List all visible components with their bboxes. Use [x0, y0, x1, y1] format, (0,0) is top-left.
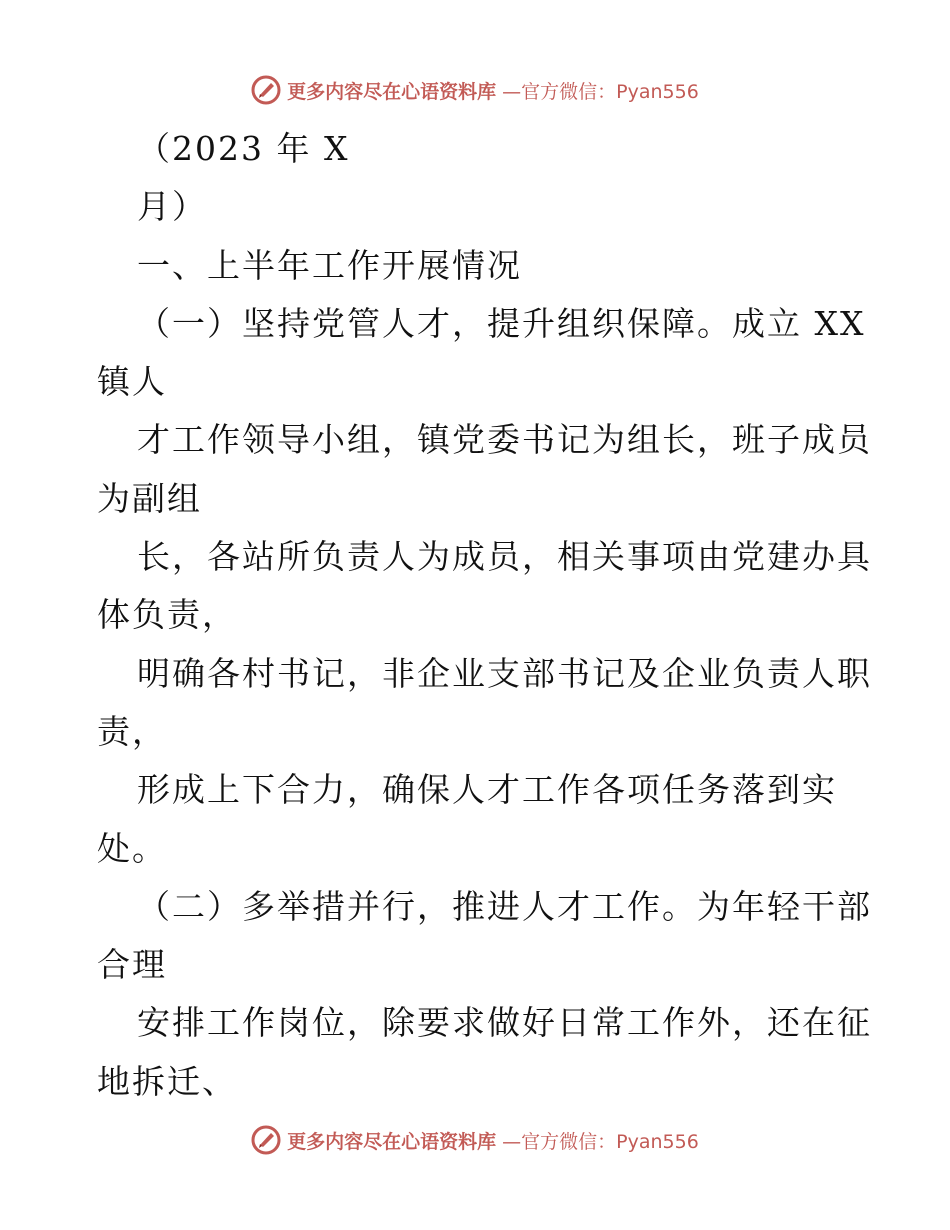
text-line: 月）	[137, 187, 207, 227]
text-line: 长，各站所负责人为成员，相关事项由党建办具	[137, 537, 872, 577]
footer-watermark	[0, 1120, 950, 1160]
text-line: 处。	[97, 828, 167, 868]
text-line: 体负责，	[97, 595, 237, 635]
text-line: 责，	[97, 711, 167, 751]
text-line: （一）坚持党管人才，提升组织保障。成立 XX	[137, 303, 866, 343]
watermark-text: 更多内容尽在心语资料库	[287, 80, 497, 103]
brand-logo-icon	[251, 1125, 281, 1155]
text-line: （2023 年 X	[137, 129, 350, 168]
text-line: 合理	[97, 945, 167, 985]
watermark-contact: —官方微信：Pyan556	[502, 80, 699, 103]
header-watermark	[0, 70, 950, 110]
text-line: 为副组	[97, 478, 202, 518]
brand-logo-icon	[251, 75, 281, 105]
section-heading: 一、上半年工作开展情况	[137, 245, 522, 285]
watermark-contact: —官方微信：Pyan556	[502, 1130, 699, 1153]
text-line: 镇人	[97, 362, 167, 402]
text-line: 明确各村书记，非企业支部书记及企业负责人职	[137, 653, 872, 693]
watermark-text: 更多内容尽在心语资料库	[287, 1130, 497, 1153]
document-body	[97, 120, 872, 1111]
text-line: （二）多举措并行，推进人才工作。为年轻干部	[137, 886, 872, 926]
text-line: 安排工作岗位，除要求做好日常工作外，还在征	[137, 1003, 872, 1043]
text-line: 地拆迁、	[97, 1061, 237, 1101]
text-line: 才工作领导小组，镇党委书记为组长，班子成员	[137, 420, 872, 460]
text-line: 形成上下合力，确保人才工作各项任务落到实	[137, 770, 837, 810]
